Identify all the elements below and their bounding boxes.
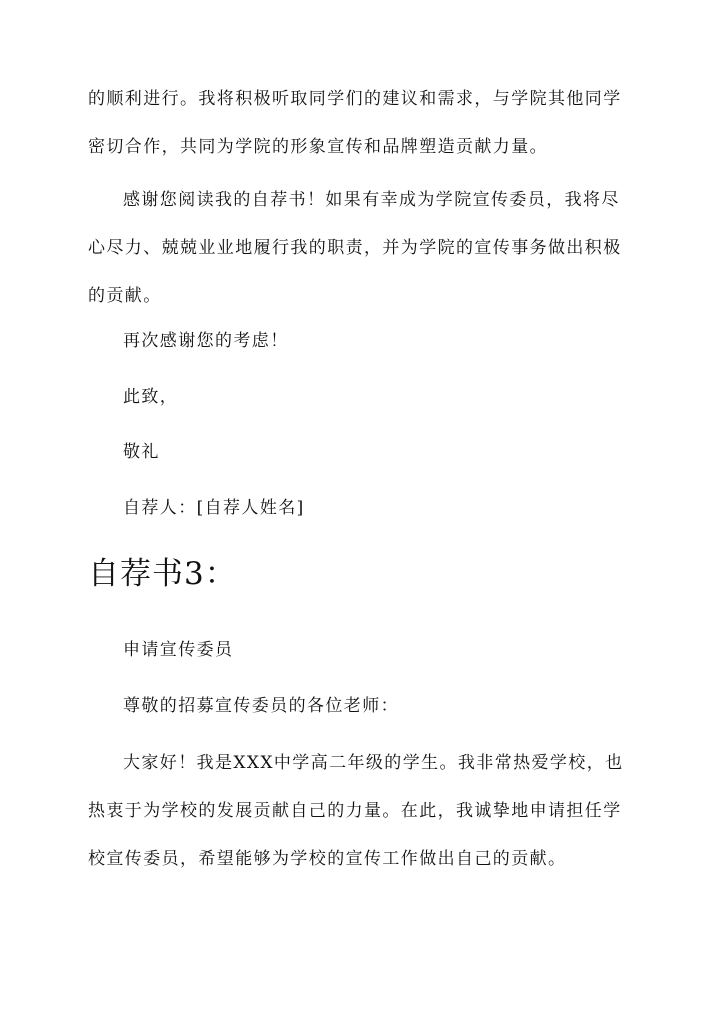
thanks-line-1: 感谢您阅读我的自荐书！如果有幸成为学院宣传委员，我将尽 — [123, 190, 620, 210]
intro-line-3: 校宣传委员，希望能够为学校的宣传工作做出自己的贡献。 — [88, 849, 567, 869]
thanks-line-3: 的贡献。 — [88, 286, 162, 306]
letter3-greeting: 尊敬的招募宣传委员的各位老师： — [123, 696, 399, 716]
continuation-line-1: 的顺利进行。我将积极听取同学们的建议和需求，与学院其他同学 — [88, 89, 622, 109]
letter3-heading: 自荐书3： — [88, 556, 237, 592]
signature-line: 自荐人：[自荐人姓名] — [123, 498, 305, 518]
salutation-line: 此致， — [123, 387, 179, 407]
again-thanks-line: 再次感谢您的考虑！ — [123, 331, 289, 351]
intro-line-1: 大家好！我是XXX中学高二年级的学生。我非常热爱学校，也 — [123, 753, 624, 773]
continuation-paragraph — [88, 75, 636, 171]
thanks-paragraph — [88, 176, 636, 320]
letter3-intro-paragraph — [88, 739, 636, 883]
regards-line: 敬礼 — [123, 442, 160, 462]
thanks-line-2: 心尽力、兢兢业业地履行我的职责，并为学院的宣传事务做出积极 — [88, 238, 622, 258]
continuation-line-2: 密切合作，共同为学院的形象宣传和品牌塑造贡献力量。 — [88, 137, 548, 157]
letter3-title: 申请宣传委员 — [123, 640, 234, 660]
intro-line-2: 热衷于为学校的发展贡献自己的力量。在此，我诚挚地申请担任学 — [88, 801, 622, 821]
